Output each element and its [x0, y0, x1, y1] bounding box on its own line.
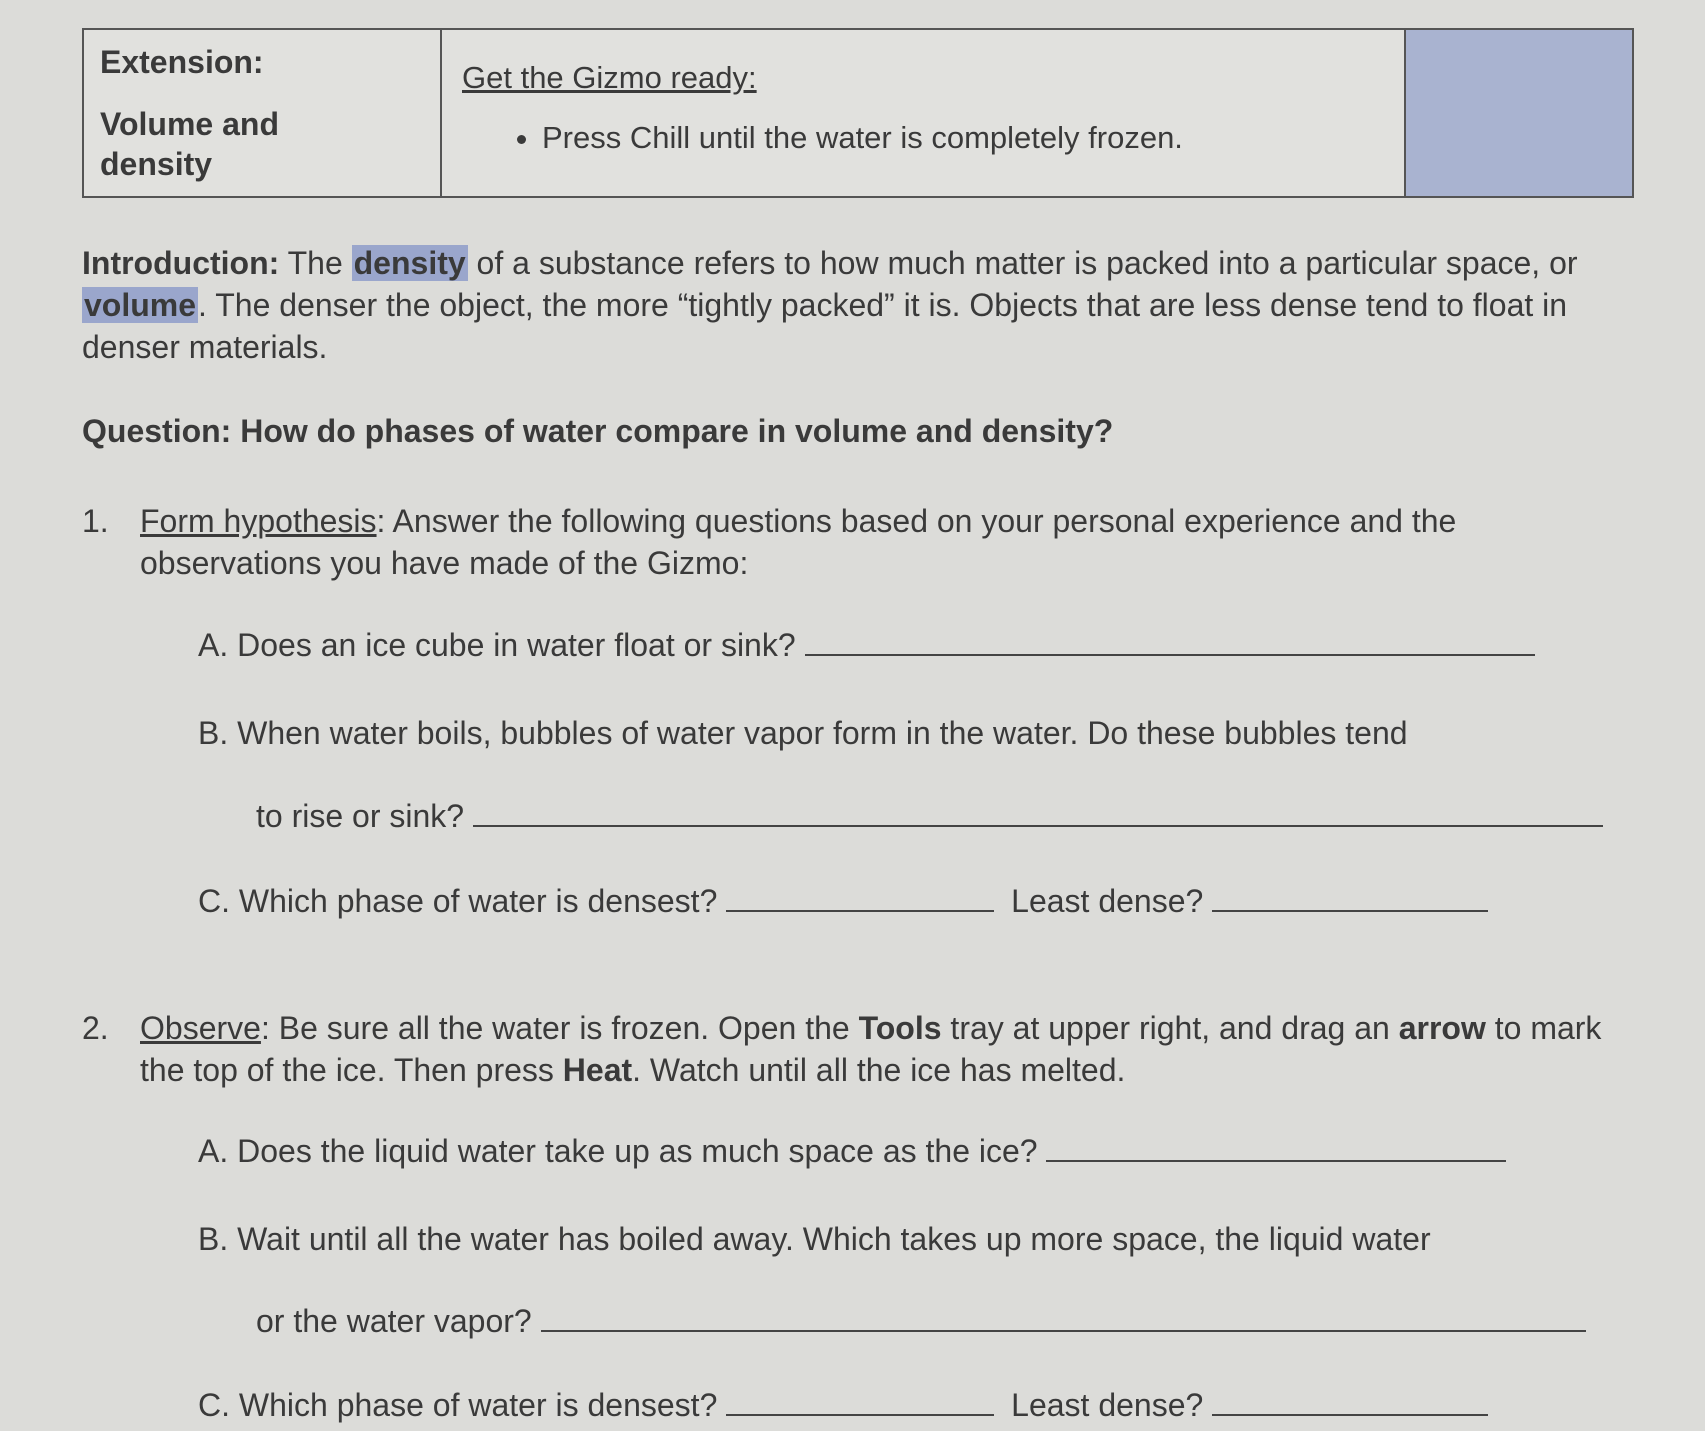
extension-topic-line1: Volume and — [100, 106, 279, 142]
observe-label: Observe — [140, 1010, 261, 1046]
intro-text-2: of a substance refers to how much matter is packed into a particular space, or — [467, 245, 1578, 281]
question-2b — [256, 1300, 1586, 1342]
item-2-text-3: to mark the top of the ice. Then press — [140, 1010, 1602, 1088]
item-1-text — [140, 500, 1642, 584]
extension-instructions-cell — [442, 30, 1406, 196]
item-1-number: 1. — [82, 503, 109, 539]
question-2a — [198, 1130, 1506, 1172]
answer-blank-1c-least[interactable] — [1212, 882, 1488, 912]
item-1-instructions: : Answer the following questions based on your personal experience and the observations you have made of the Gizmo: — [140, 503, 1457, 581]
introduction-paragraph — [82, 242, 1642, 368]
question-1a — [198, 624, 1535, 666]
extension-topic-line2: density — [100, 146, 213, 182]
gizmo-ready-heading: Get the Gizmo ready: — [462, 60, 757, 95]
question-2b-text: or the water vapor? — [256, 1303, 532, 1339]
intro-text-3: . The denser the object, the more “tightly packed” it is. Objects that are less dense tend to float in denser materials. — [82, 287, 1568, 365]
answer-blank-2a[interactable] — [1046, 1132, 1506, 1162]
answer-blank-2c-least[interactable] — [1212, 1386, 1488, 1416]
answer-blank-2b[interactable] — [541, 1302, 1586, 1332]
question-2a-text: A. Does the liquid water take up as much space as the ice? — [198, 1133, 1038, 1169]
question-1a-text: A. Does an ice cube in water float or sink? — [198, 627, 796, 663]
question-1c — [198, 880, 1488, 922]
question-1c-densest-text: C. Which phase of water is densest? — [198, 883, 718, 919]
intro-text-1: The — [279, 245, 352, 281]
extension-label: Extension: — [100, 44, 264, 80]
question-2c-densest-text: C. Which phase of water is densest? — [198, 1387, 718, 1423]
arrow-term: arrow — [1398, 1010, 1486, 1046]
answer-blank-1c-densest[interactable] — [726, 882, 994, 912]
form-hypothesis-label: Form hypothesis — [140, 503, 377, 539]
item-2-number: 2. — [82, 1010, 109, 1046]
answer-blank-1b[interactable] — [473, 797, 1603, 827]
item-2-text-2: tray at upper right, and drag an — [941, 1010, 1399, 1046]
main-question: Question: How do phases of water compare in volume and density? — [82, 413, 1114, 449]
item-2-text — [140, 1007, 1642, 1091]
question-1b-line1: B. When water boils, bubbles of water vapor form in the water. Do these bubbles tend — [198, 715, 1408, 751]
highlighted-term-density: density — [353, 245, 466, 281]
question-1b-text: to rise or sink? — [256, 798, 465, 834]
question-2c — [198, 1384, 1488, 1426]
answer-blank-2c-densest[interactable] — [726, 1386, 994, 1416]
gizmo-image-cell — [1406, 30, 1632, 196]
question-2c-least-text: Least dense? — [1011, 1387, 1204, 1423]
instruction-list — [462, 118, 1384, 158]
item-2-text-1: : Be sure all the water is frozen. Open the — [260, 1010, 859, 1046]
extension-label-cell — [84, 30, 442, 196]
instruction-item: • Press Chill until the water is completely frozen. — [542, 118, 1384, 158]
question-1c-least-text: Least dense? — [1011, 883, 1204, 919]
item-2-observe — [82, 1007, 1642, 1091]
question-1b — [256, 795, 1603, 837]
extension-table — [82, 28, 1634, 198]
heat-term: Heat — [562, 1052, 633, 1088]
highlighted-term-volume: volume — [84, 287, 197, 323]
item-2-text-4: . Watch until all the ice has melted. — [632, 1052, 1126, 1088]
question-2b-line1: B. Wait until all the water has boiled away. Which takes up more space, the liquid water — [198, 1221, 1431, 1257]
answer-blank-1a[interactable] — [805, 626, 1535, 656]
tools-term: Tools — [858, 1010, 942, 1046]
item-1-hypothesis — [82, 500, 1642, 584]
introduction-label: Introduction: — [82, 245, 280, 281]
